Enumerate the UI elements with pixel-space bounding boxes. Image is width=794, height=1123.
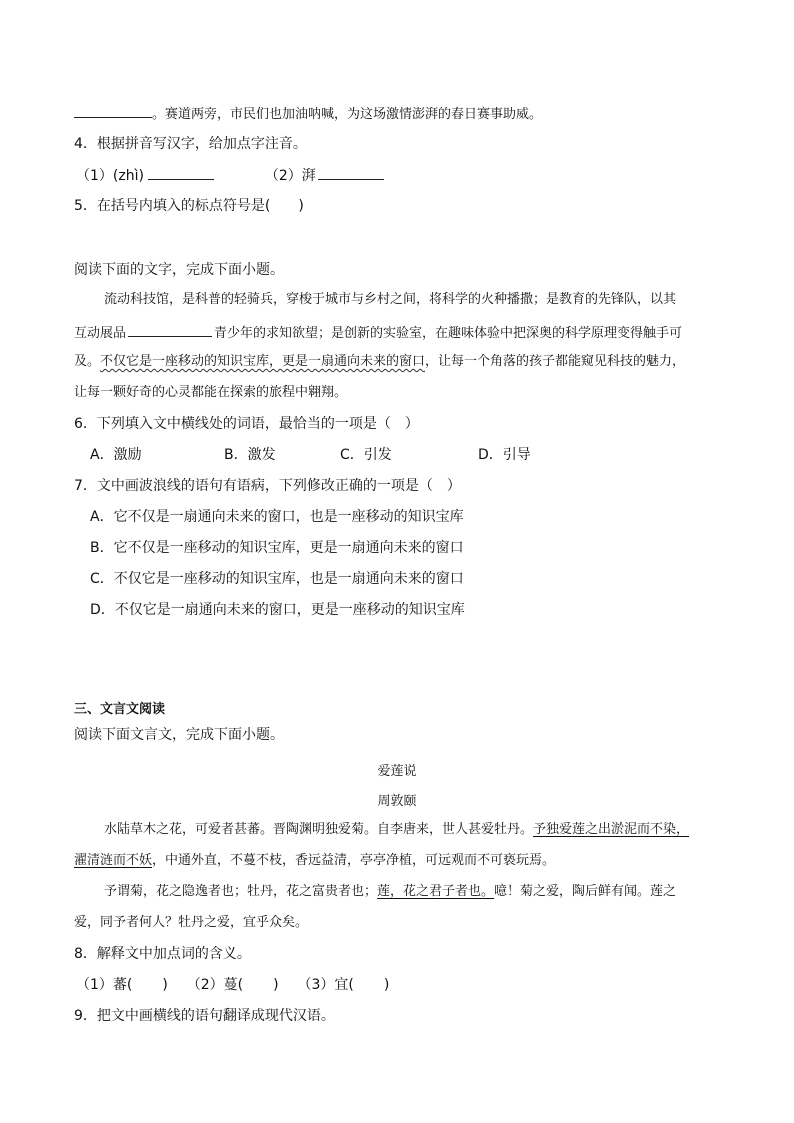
q8-stem: 8．解释文中加点词的含义。 [74, 946, 251, 962]
q5-stem: 5．在括号内填入的标点符号是( ) [74, 198, 304, 214]
reading1-p1-line4: 让每一颗好奇的心灵都能在探索的旅程中翱翔。 [74, 385, 348, 400]
q7-option-b[interactable]: B．它不仅是一座移动的知识宝库，更是一扇通向未来的窗口 [90, 540, 464, 556]
reading1-p1-line2-b: 青少年的求知欲望；是创新的实验室，在趣味体验中把深奥的科学原理变得触手可 [214, 326, 683, 341]
reading1-p1-line1: 流动科技馆，是科普的轻骑兵，穿梭于城市与乡村之间，将科学的火种播撒；是教育的先锋队，以其 [104, 292, 677, 307]
classical-p2-line1 [104, 882, 676, 902]
reading1-p1-line2 [74, 322, 682, 344]
reading1-p1-line3-a: 及。 [74, 354, 101, 369]
classical-p2-line2: 爱，同予者何人？牡丹之爱，宜乎众矣。 [74, 915, 309, 930]
q6-option-a[interactable]: A．激励 [90, 447, 142, 463]
q4-item1-label: （1）(zhì) [76, 168, 144, 184]
section3-heading: 三、文言文阅读 [74, 702, 166, 717]
q9-stem: 9．把文中画横线的语句翻译成现代汉语。 [74, 1008, 335, 1024]
classical-p1-line2-b: ，中通外直，不蔓不枝，香远益清，亭亭净植，可远观而不可亵玩焉。 [152, 853, 556, 868]
reading1-p1-line2-a: 互动展品 [74, 326, 127, 341]
q3-tail-text: 。赛道两旁，市民们也加油呐喊，为这场激情澎湃的春日赛事助威。 [152, 107, 543, 122]
reading1-wavy-sentence: 不仅它是一座移动的知识宝库，更是一扇通向未来的窗口 [100, 354, 426, 369]
q4-item2-blank[interactable] [318, 165, 384, 180]
section3-intro: 阅读下面文言文，完成下面小题。 [74, 727, 284, 743]
q6-option-c[interactable]: C．引发 [340, 447, 392, 463]
q4-item1-blank[interactable] [148, 165, 214, 180]
q7-option-d[interactable]: D．不仅它是一扇通向未来的窗口，更是一座移动的知识宝库 [90, 602, 465, 618]
classical-p1-line2 [74, 851, 555, 871]
classical-underlined-3: 莲，花之君子者也。 [377, 884, 495, 899]
classical-p1-line1-a: 水陆草木之花，可爱者甚蕃。晋陶渊明独爱菊。自李唐来，世人甚爱牡丹。 [104, 822, 534, 837]
classical-underlined-1: 予独爱莲之出淤泥而不染， [533, 822, 690, 837]
poem-author: 周敦颐 [377, 794, 417, 809]
reading1-intro: 阅读下面的文字，完成下面小题。 [74, 262, 284, 278]
q4-items [76, 165, 384, 186]
q8-item3: （3）宜( [297, 977, 354, 993]
q6-option-b[interactable]: B．激发 [224, 447, 276, 463]
classical-p2-line1-b: 噫！菊之爱，陶后鲜有闻。莲之 [494, 884, 677, 899]
q4-stem: 4．根据拼音写汉字，给加点字注音。 [74, 136, 307, 152]
reading1-blank[interactable] [128, 322, 212, 337]
classical-p2-line1-a: 予谓菊，花之隐逸者也；牡丹，花之富贵者也； [104, 884, 378, 899]
q8-items [76, 975, 389, 995]
q8-item3-close: ) [383, 977, 390, 993]
q8-item2: （2）蔓( [186, 977, 244, 993]
q8-item2-close: ) [273, 977, 279, 993]
poem-title: 爱莲说 [377, 764, 417, 779]
q6-option-d[interactable]: D．引导 [478, 447, 531, 463]
q8-item1: （1）蕃( [76, 977, 133, 993]
q4-item2-label: （2）湃 [264, 168, 316, 184]
q7-stem: 7．文中画波浪线的语句有语病，下列修改正确的一项是（ ） [74, 478, 461, 494]
q7-option-c[interactable]: C．不仅它是一座移动的知识宝库，也是一扇通向未来的窗口 [90, 571, 464, 587]
q6-options [90, 445, 606, 465]
q6-stem: 6．下列填入文中横线处的词语，最恰当的一项是（ ） [74, 416, 419, 432]
classical-p1-line1 [104, 820, 689, 840]
q3-tail-line [74, 103, 542, 125]
answer-blank[interactable] [74, 103, 152, 118]
q8-item1-close: ) [162, 977, 168, 993]
q7-option-a[interactable]: A．它不仅是一扇通向未来的窗口，也是一座移动的知识宝库 [90, 509, 464, 525]
classical-underlined-2: 濯清涟而不妖 [74, 853, 153, 868]
reading1-p1-line3-b: ，让每一个角落的孩子都能窥见科技的魅力， [425, 354, 686, 369]
reading1-p1-line3 [74, 352, 685, 372]
